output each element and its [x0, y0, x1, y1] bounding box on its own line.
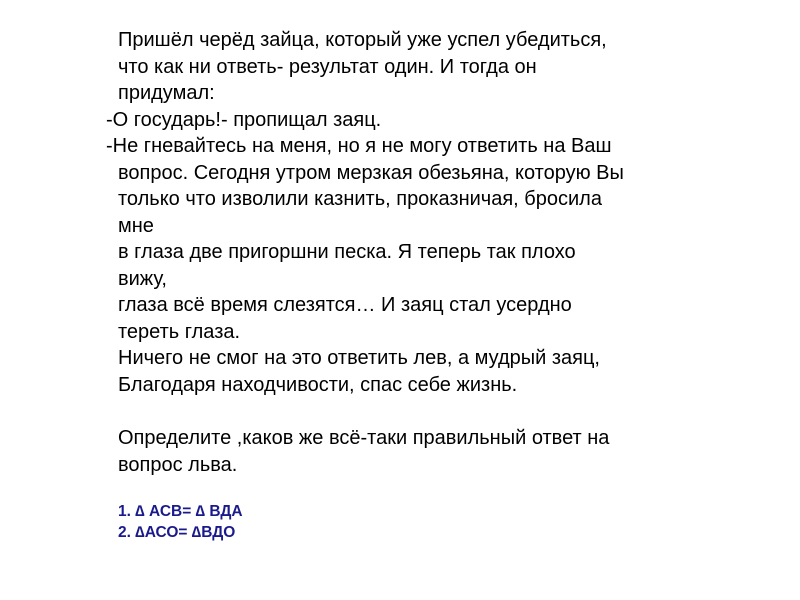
story-text [106, 27, 706, 543]
dialogue-line: -О государь!- пропищал заяц. [106, 108, 382, 131]
paragraph-gap [106, 398, 706, 425]
story-line: мне [118, 214, 154, 237]
story-line: Ничего не смог на это ответить лев, а мудрый заяц, [118, 347, 600, 369]
story-line: вижу, [118, 267, 167, 290]
dialogue-line: -Не гневайтесь на меня, но я не могу ответить на Ваш [106, 135, 612, 157]
story-line: в глаза две пригоршни песка. Я теперь так плохо [118, 241, 576, 263]
answer-list [106, 501, 706, 543]
story-line: тереть глаза. [118, 320, 241, 343]
story-line: вопрос. Сегодня утром мерзкая обезьяна, которую Вы [118, 161, 624, 184]
story-line: что как ни ответь- результат один. И тогда он [118, 55, 537, 78]
question-line: вопрос льва. [118, 453, 238, 476]
answer-item-2: 2. ∆АСО= ∆ВДО [118, 524, 236, 541]
paragraph-gap [106, 478, 706, 501]
story-line: Благодаря находчивости, спас себе жизнь. [118, 373, 518, 396]
question-line: Определите ,каков же всё-таки правильный ответ на [118, 427, 610, 449]
story-line: Пришёл черёд зайца, который уже успел убедиться, [118, 29, 607, 51]
story-line: придумал: [118, 82, 215, 104]
story-line: глаза всё время слезятся… И заяц стал усердно [118, 294, 572, 316]
story-line: только что изволили казнить, проказничая, бросила [118, 188, 602, 210]
answer-item-1: 1. ∆ АСВ= ∆ ВДА [118, 503, 243, 520]
